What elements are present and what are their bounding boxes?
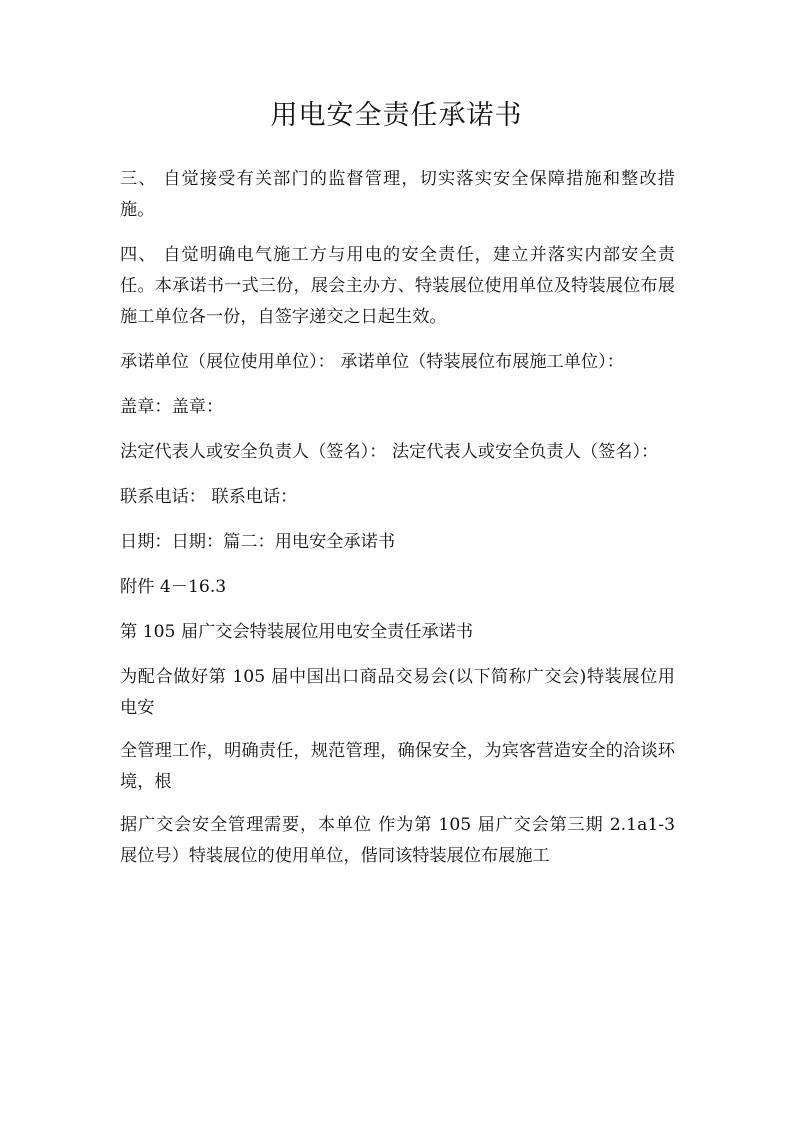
paragraph-attachment: 附件 4－16.3 [120, 577, 227, 597]
paragraph-item-4: 四、 自觉明确电气施工方与用电的安全责任，建立并落实内部安全责任。本承诺书一式三份，展会主办方、特装展位使用单位及特装展位布展施工单位各一份，自签字递交之日起生效。 [120, 245, 675, 327]
document-body [120, 164, 675, 884]
paragraph-intro-1: 为配合做好第 105 届中国出口商品交易会(以下简称广交会)特装展位用电安 [120, 667, 675, 718]
paragraph-intro-3: 据广交会安全管理需要，本单位 作为第 105 届广交会第三期 2.1a1-3 展位号）特装展位的使用单位，偕同该特装展位布展施工 [120, 815, 675, 866]
paragraph-legal-representative: 法定代表人或安全负责人（签名）： 法定代表人或安全负责人（签名）： [120, 442, 659, 462]
paragraph-committing-units: 承诺单位（展位使用单位）： 承诺单位（特装展位布展施工单位）： [120, 352, 624, 372]
paragraph-contact-phone: 联系电话： 联系电话： [120, 487, 298, 507]
paragraph-subtitle: 第 105 届广交会特装展位用电安全责任承诺书 [120, 622, 474, 642]
paragraph-seal: 盖章：盖章： [120, 397, 224, 417]
document-title: 用电安全责任承诺书 [270, 100, 523, 131]
paragraph-intro-2: 全管理工作，明确责任，规范管理，确保安全，为宾客营造安全的洽谈环境，根 [120, 741, 675, 792]
paragraph-item-3: 三、 自觉接受有关部门的监督管理，切实落实安全保障措施和整改措施。 [120, 169, 675, 220]
paragraph-date: 日期：日期：篇二：用电安全承诺书 [120, 532, 396, 552]
